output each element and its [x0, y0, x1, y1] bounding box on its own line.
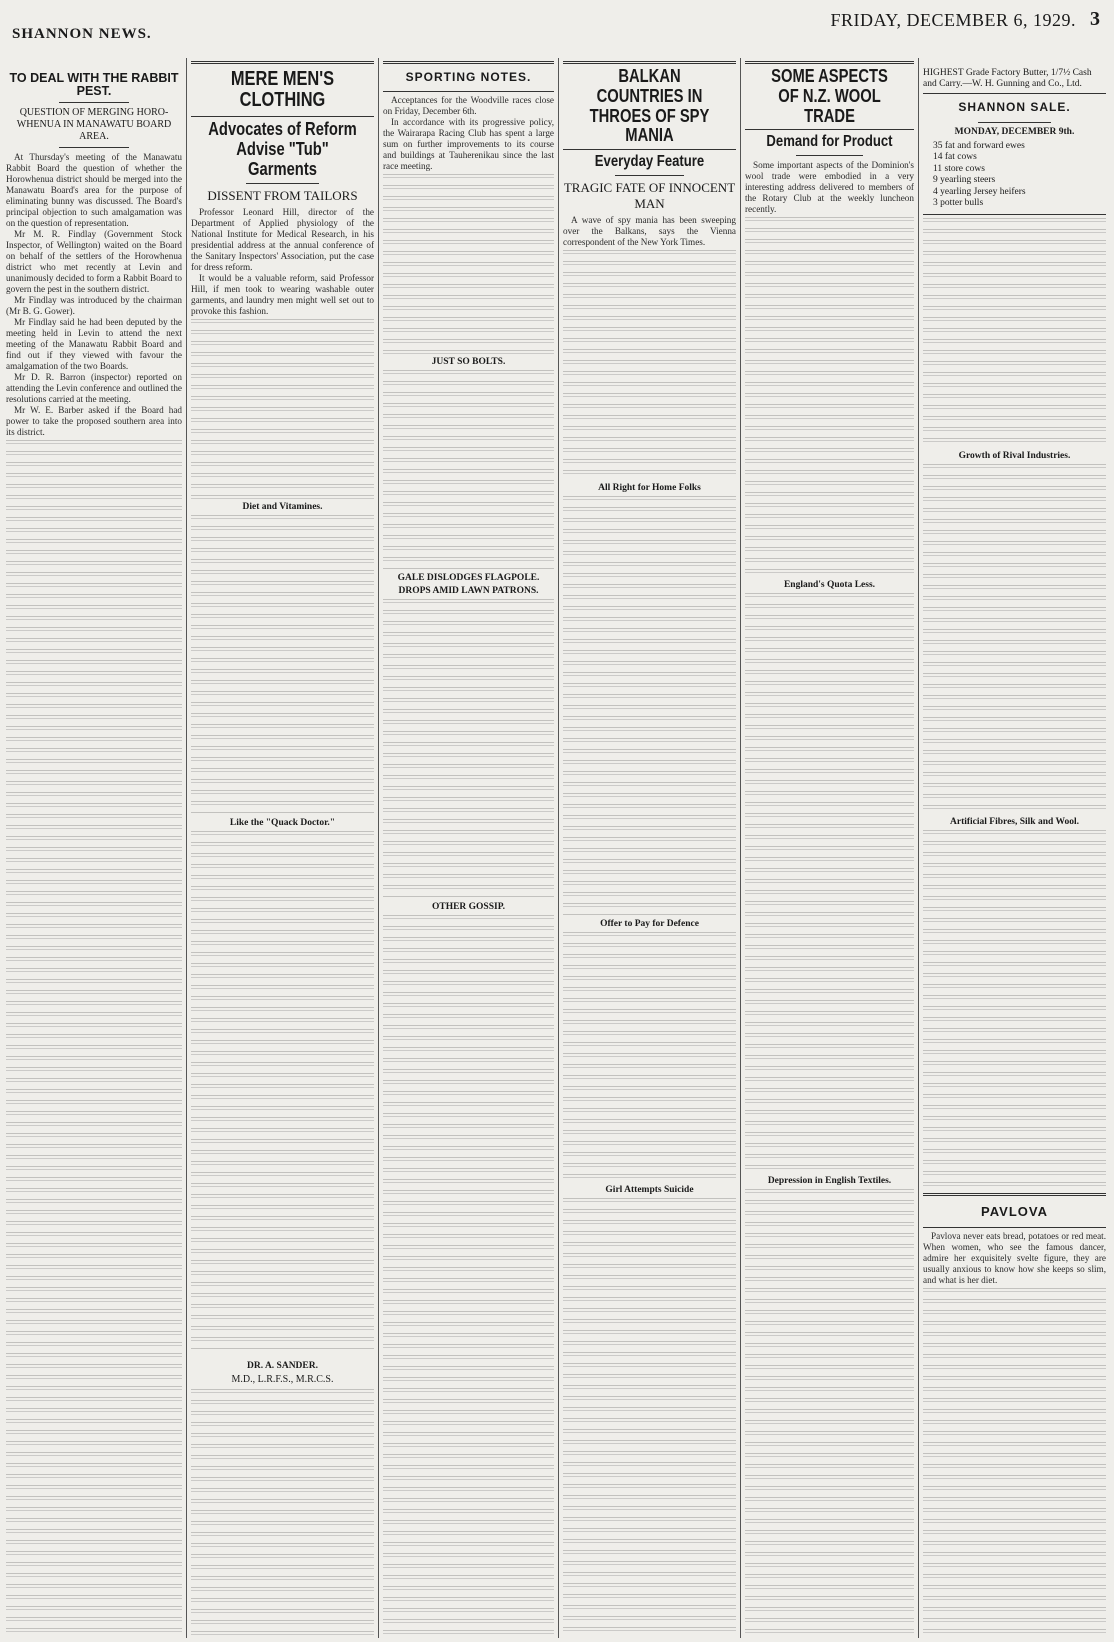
- sale-date: MONDAY, DECEMBER 9th.: [954, 126, 1075, 137]
- sale-item: 35 fat and forward ewes: [933, 140, 1025, 151]
- headline-mens-clothing: MERE MEN'S CLOTHING: [230, 68, 335, 111]
- divider: [383, 91, 554, 92]
- divider: [923, 1193, 1106, 1196]
- divider: [923, 93, 1106, 94]
- article-paragraph: Mr Findlay said he had been deputed by the meeting held in Levin to attend the next meeting of the Manawatu Rabbit Board and find out if they viewed with favour the amalgamation of the two Boards.: [6, 317, 182, 372]
- headline-balkan: BALKAN COUNTRIES IN THROES OF SPY MANIA: [589, 66, 710, 146]
- article-text-continued: [191, 831, 374, 1351]
- sale-list: [933, 141, 1106, 210]
- page-number: 3: [1090, 8, 1100, 30]
- article-text-continued: [923, 830, 1106, 1190]
- article-text-continued: [563, 1198, 736, 1638]
- advertisement-text: [191, 1389, 374, 1638]
- section-quack: Like the "Quack Doctor.": [229, 818, 336, 829]
- divider: [191, 116, 374, 117]
- divider: [563, 61, 736, 64]
- article-text-continued: [563, 496, 736, 916]
- article-paragraph: Mr M. R. Findlay (Government Stock Inspector, of Wellington) waited on the Board on behalf of the settlers of the Horowhenua district who met recently at Levin and unanimously decided to form a Rabbit Board to govern the pest in the southern district.: [6, 229, 182, 295]
- divider: [923, 214, 1106, 215]
- section-diet: Diet and Vitamines.: [242, 502, 323, 513]
- pavlova-paragraph: Pavlova never eats bread, potatoes or red meat. When women, who see the famous dancer, admire her exquisitely svelte figure, they are usually anxious to know how she keeps so slim, and what is her diet.: [923, 1231, 1106, 1286]
- article-text-continued: [383, 915, 554, 1638]
- divider: [923, 1227, 1106, 1228]
- section-gale: GALE DISLODGES FLAGPOLE.: [397, 572, 540, 583]
- masthead: [0, 0, 1114, 42]
- article-paragraph: Professor Leonard Hill, director of the Department of Applied physiology of the National Institute for Medical Research, in his presidential address at the annual conference of the Sanitary Inspectors' Association, put the case for dress reform.: [191, 207, 374, 273]
- article-text-continued: [383, 599, 554, 899]
- butter-ad: HIGHEST Grade Factory Butter, 1/7½ Cash and Carry.—W. H. Gunning and Co., Ltd.: [923, 68, 1092, 89]
- section-gossip: OTHER GOSSIP.: [431, 901, 506, 912]
- sale-item: 4 yearling Jersey heifers: [933, 186, 1026, 197]
- section-artificial: Artificial Fibres, Silk and Wool.: [950, 816, 1079, 827]
- section-quota: England's Quota Less.: [783, 579, 876, 590]
- column-rabbit-pest: [2, 58, 187, 1638]
- divider: [745, 61, 914, 64]
- article-text-continued: [383, 174, 554, 354]
- article-paragraph: A wave of spy mania has been sweeping over the Balkans, says the Vienna correspondent of the New York Times.: [563, 214, 736, 247]
- divider: [796, 155, 864, 156]
- article-text-continued: [383, 370, 554, 570]
- subhead-everyday: Everyday Feature: [594, 153, 705, 171]
- column-shannon-sale: [919, 58, 1110, 1638]
- sale-item: 3 potter bulls: [933, 198, 984, 209]
- divider: [191, 61, 374, 64]
- headline-rabbit-pest: TO DEAL WITH THE RABBIT PEST.: [9, 71, 179, 99]
- divider: [59, 102, 129, 103]
- divider: [383, 61, 554, 64]
- divider: [615, 175, 684, 176]
- section-depression: Depression in English Textiles.: [767, 1175, 892, 1186]
- divider: [745, 129, 914, 130]
- article-text-continued: [745, 1189, 914, 1638]
- sale-title: SHANNON SALE.: [958, 100, 1071, 114]
- divider: [563, 149, 736, 150]
- subhead-reform: Advocates of Reform Advise "Tub" Garments: [208, 119, 357, 179]
- article-paragraph: It would be a valuable reform, said Professor Hill, if men took to wearing washable outer garments, and laundry men might well set out to provoke this fashion.: [191, 273, 374, 317]
- divider: [978, 122, 1051, 123]
- column-wool-trade: [741, 58, 919, 1638]
- column-balkan: [559, 58, 741, 1638]
- article-paragraph: Some important aspects of the Dominion's wool trade were embodied in a very interesting address delivered to members of the Rotary Club at the weekly luncheon recently.: [745, 159, 914, 214]
- kicker-tailors: DISSENT FROM TAILORS: [207, 188, 358, 204]
- article-paragraph: Acceptances for the Woodville races close on Friday, December 6th.: [383, 94, 554, 116]
- article-paragraph: Mr W. E. Barber asked if the Board had power to take the proposed southern area into its district.: [6, 405, 182, 438]
- article-paragraph: Mr Findlay was introduced by the chairman (Mr B. G. Gower).: [6, 295, 182, 317]
- article-text-continued: [745, 593, 914, 1173]
- article-paragraph: In accordance with its progressive policy, the Wairarapa Racing Club has spent a large sum on further improvements to its course and buildings at Tauherenikau since the last race meeting.: [383, 116, 554, 171]
- article-paragraph: Mr D. R. Barron (inspector) reported on attending the Levin conference and outlined the resolutions carried at the meeting.: [6, 372, 182, 405]
- kicker-rabbit-pest: QUESTION OF MERGING HORO-WHENUA IN MANAWATU BOARD AREA.: [16, 107, 172, 143]
- subhead-demand: Demand for Product: [766, 133, 893, 151]
- article-text-continued: [923, 1288, 1106, 1638]
- sale-item: 11 store cows: [933, 163, 985, 174]
- columns: [2, 58, 1110, 1638]
- article-text-continued: [6, 440, 182, 1638]
- section-just-so: JUST SO BOLTS.: [431, 356, 506, 367]
- article-text-continued: [563, 932, 736, 1182]
- paper-name: SHANNON NEWS.: [12, 26, 152, 42]
- section-offer: Offer to Pay for Defence: [600, 918, 699, 929]
- article-paragraph: At Thursday's meeting of the Manawatu Rabbit Board the question of whether the Horowhenua district should be merged into the Manawatu Board's area for the purpose of eliminating bunny was discussed. The Board's principal objection to such amalgamation was on the question of representation.: [6, 152, 182, 229]
- signature-title: M.D., L.R.F.S., M.R.C.S.: [231, 1374, 334, 1386]
- pavlova-title: PAVLOVA: [981, 1203, 1048, 1219]
- section-drops: DROPS AMID LAWN PATRONS.: [398, 585, 539, 596]
- section-suicide: Girl Attempts Suicide: [605, 1184, 694, 1195]
- divider: [246, 183, 319, 184]
- article-text-continued: [923, 218, 1106, 448]
- signature-name: DR. A. SANDER.: [247, 1361, 318, 1372]
- section-rival: Growth of Rival Industries.: [958, 450, 1071, 461]
- article-text-continued: [563, 250, 736, 480]
- sale-item: 14 fat cows: [933, 152, 977, 163]
- divider: [59, 147, 129, 148]
- article-text-continued: [191, 515, 374, 815]
- sale-item: 9 yearling steers: [933, 175, 996, 186]
- article-text-continued: [923, 464, 1106, 814]
- issue-date: FRIDAY, DECEMBER 6, 1929.: [830, 10, 1076, 30]
- section-home-folks: All Right for Home Folks: [598, 482, 701, 493]
- column-sporting: [379, 58, 559, 1638]
- column-mens-clothing: [187, 58, 379, 1638]
- article-text-continued: [745, 217, 914, 577]
- article-text-continued: [191, 319, 374, 499]
- headline-wool-trade: SOME ASPECTS OF N.Z. WOOL TRADE: [771, 66, 888, 126]
- headline-sporting: SPORTING NOTES.: [405, 70, 532, 84]
- kicker-tragic: TRAGIC FATE OF INNOCENT MAN: [563, 179, 736, 211]
